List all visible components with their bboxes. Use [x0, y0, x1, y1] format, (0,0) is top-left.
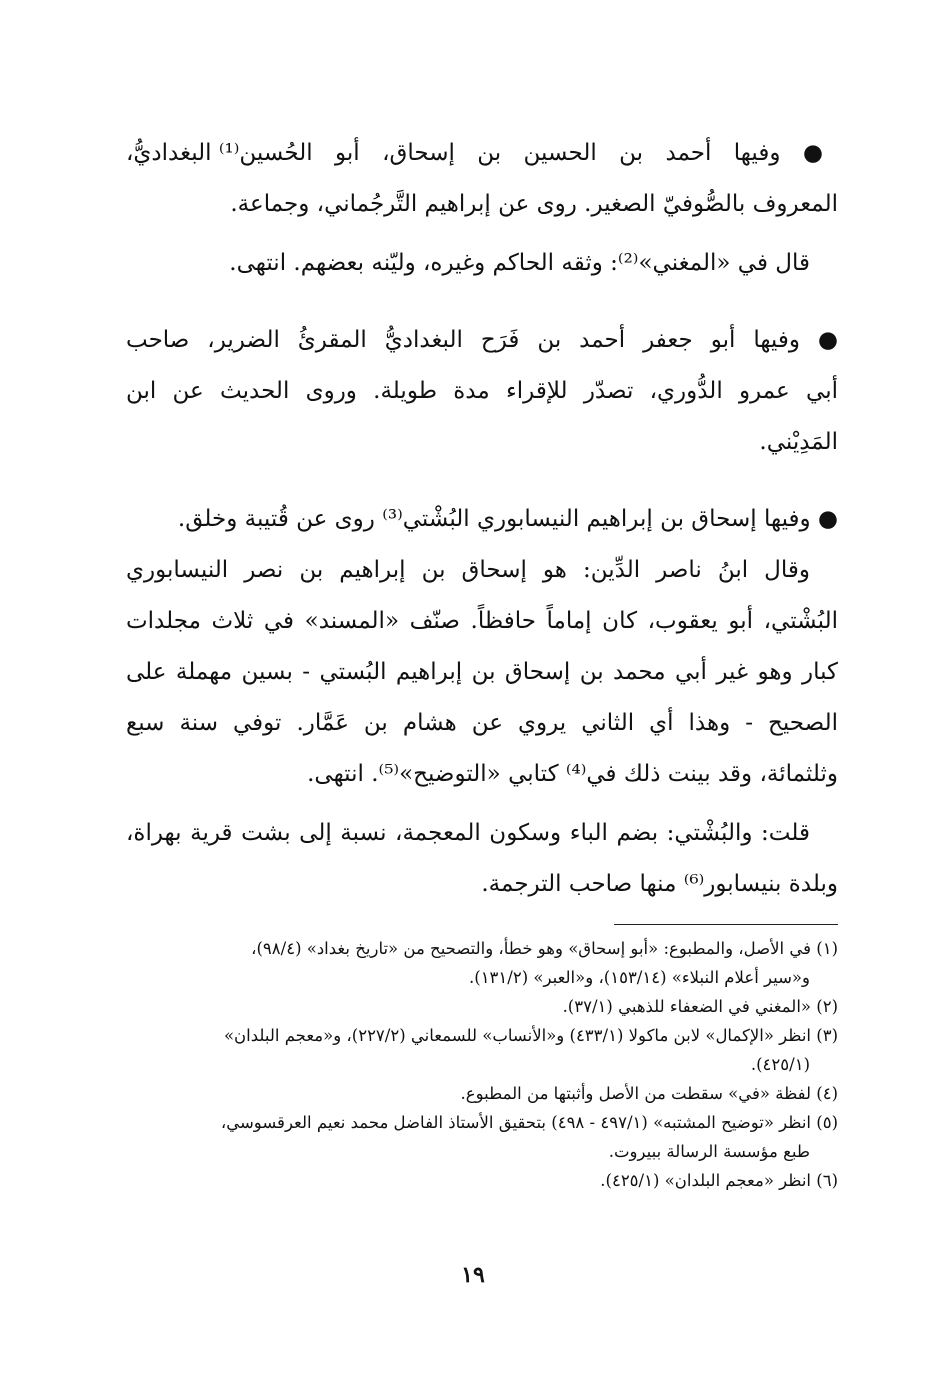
text-line: وثلثمائة، وقد بينت ذلك في⁽⁴⁾ كتابي «التوضيح»⁽⁵⁾. انتهى.: [307, 761, 838, 787]
text-line: ● وفيها أبو جعفر أحمد بن فَرَح البغداديُّ المقرئُ الضرير، صاحب: [126, 327, 838, 353]
footnote-3: (٣) انظر «الإكمال» لابن ماكولا (٤٣٣/١) و«الأنساب» للسمعاني (٢٢٧/٢)، و«معجم البلدان»: [223, 1026, 838, 1045]
main-text: [126, 128, 838, 910]
text-line: كبار وهو غير أبي محمد بن إسحاق بن إبراهيم البُستي - بسين مهملة على: [126, 659, 838, 685]
footnote-1-continued: و«سير أعلام النبلاء» (١٥٣/١٤)، و«العبر» (١٣١/٢).: [469, 968, 810, 987]
paragraph-abu-jafar-ahmad: [126, 315, 838, 468]
footnote-separator: [614, 924, 838, 925]
paragraph-ibn-nasir-al-din: [126, 545, 838, 800]
text-line: المعروف بالصُّوفيّ الصغير. روى عن إبراهيم التَّرجُماني، وجماعة.: [230, 191, 838, 217]
footnote-5-continued: طبع مؤسسة الرسالة ببيروت.: [608, 1142, 810, 1161]
text-line: وبلدة بنيسابور⁽⁶⁾ منها صاحب الترجمة.: [481, 871, 838, 897]
text-line: قلت: والبُشْتي: بضم الباء وسكون المعجمة، نسبة إلى بشت قرية بهراة،: [126, 820, 810, 846]
paragraph-al-mughni-quote: [126, 238, 838, 289]
footnote-4: (٤) لفظة «في» سقطت من الأصل وأثبتها من المطبوع.: [460, 1084, 838, 1103]
footnote-1: (١) في الأصل، والمطبوع: «أبو إسحاق» وهو خطأ، والتصحيح من «تاريخ بغداد» (٩٨/٤)،: [251, 939, 838, 958]
paragraph-qultu-al-bushti: [126, 808, 838, 910]
text-line: ● وفيها إسحاق بن إبراهيم النيسابوري البُشْتي⁽³⁾ روى عن قُتيبة وخلق.: [177, 506, 838, 532]
footnotes: [122, 934, 838, 1195]
text-line: أبي عمرو الدُّوري، تصدّر للإقراء مدة طويلة. وروى الحديث عن ابن: [126, 378, 838, 404]
footnote-3-continued: (٤٢٥/١).: [750, 1055, 810, 1074]
footnote-2: (٢) «المغني في الضعفاء للذهبي (٣٧/١).: [562, 997, 838, 1016]
footnote-5: (٥) انظر «توضيح المشتبه» (٤٩٧/١ - ٤٩٨) بتحقيق الأستاذ الفاضل محمد نعيم العرقسوسي،: [220, 1113, 838, 1132]
footnote-6: (٦) انظر «معجم البلدان» (٤٢٥/١).: [600, 1171, 838, 1190]
text-line: الصحيح - وهذا أي الثاني يروي عن هشام بن عَمَّار. توفي سنة سبع: [126, 710, 838, 736]
text-line: البُشْتي، أبو يعقوب، كان إماماً حافظاً. صنّف «المسند» في ثلاث مجلدات: [126, 608, 838, 634]
text-line: المَدِيْني.: [759, 429, 838, 455]
page-number: ١٩: [461, 1262, 485, 1288]
text-line: قال في «المغني»⁽²⁾: وثقه الحاكم وغيره، وليّنه بعضهم. انتهى.: [229, 250, 810, 276]
paragraph-ishaq-al-bushti: [126, 494, 838, 545]
paragraph-ahmad-ibn-al-husayn: [126, 128, 838, 230]
text-line: وقال ابنُ ناصر الدِّين: هو إسحاق بن إبراهيم بن نصر النيسابوري: [126, 557, 810, 583]
text-line: ● وفيها أحمد بن الحسين بن إسحاق، أبو الحُسين⁽¹⁾ البغداديُّ،: [126, 140, 838, 166]
